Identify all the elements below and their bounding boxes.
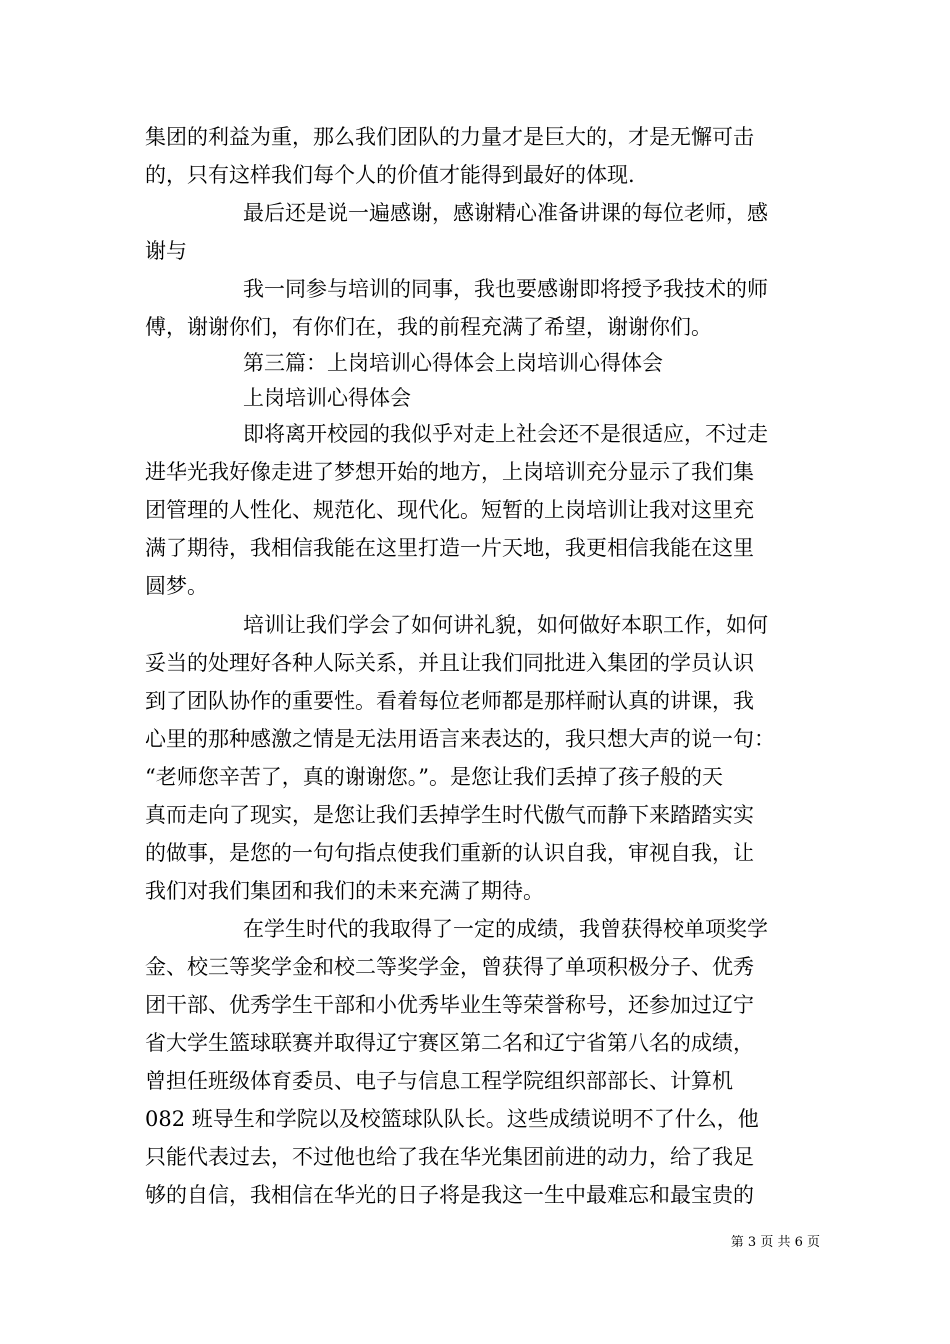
- text-line-19: 真而走向了现实，是您让我们丢掉学生时代傲气而静下来踏踏实实: [145, 803, 754, 827]
- text-line-16: 到了团队协作的重要性。看着每位老师都是那样耐认真的讲课，我: [145, 689, 754, 713]
- text-line-24: 团干部、优秀学生干部和小优秀毕业生等荣誉称号，还参加过辽宁: [145, 993, 754, 1017]
- text-line-25: 省大学生篮球联赛并取得辽宁赛区第二名和辽宁省第八名的成绩，: [145, 1031, 754, 1055]
- section-heading: 第三篇：上岗培训心得体会上岗培训心得体会: [243, 351, 663, 375]
- text-line-12: 满了期待，我相信我能在这里打造一片天地，我更相信我能在这里: [145, 536, 754, 560]
- text-line-26: 曾担任班级体育委员、电子与信息工程学院组织部部长、计算机: [145, 1069, 733, 1093]
- text-line-6: 傅，谢谢你们，有你们在，我的前程充满了希望，谢谢你们。: [145, 315, 712, 339]
- text-line-27: 082 班导生和学院以及校篮球队队长。这些成绩说明不了什么，他: [145, 1107, 759, 1131]
- text-line-4: 谢与: [145, 239, 187, 263]
- text-line-20: 的做事，是您的一句句指点使我们重新的认识自我，审视自我，让: [145, 841, 754, 865]
- text-line-13: 圆梦。: [145, 574, 208, 598]
- text-line-18: “老师您辛苦了，真的谢谢您。”。是您让我们丢掉了孩子般的天: [145, 765, 723, 789]
- text-line-28: 只能代表过去，不过他也给了我在华光集团前进的动力，给了我足: [145, 1145, 754, 1169]
- text-line-22: 在学生时代的我取得了一定的成绩，我曾获得校单项奖学: [243, 917, 768, 941]
- text-line-14: 培训让我们学会了如何讲礼貌，如何做好本职工作，如何: [243, 613, 768, 637]
- text-line-23: 金、校三等奖学金和校二等奖学金，曾获得了单项积极分子、优秀: [145, 955, 754, 979]
- text-line-3: 最后还是说一遍感谢，感谢精心准备讲课的每位老师，感: [243, 201, 768, 225]
- text-line-10: 进华光我好像走进了梦想开始的地方，上岗培训充分显示了我们集: [145, 460, 754, 484]
- page-number-footer: 第 3 页 共 6 页: [730, 1235, 820, 1250]
- text-line-1: 集团的利益为重，那么我们团队的力量才是巨大的，才是无懈可击: [145, 125, 754, 149]
- section-subheading: 上岗培训心得体会: [243, 386, 411, 410]
- text-line-15: 妥当的处理好各种人际关系，并且让我们同批进入集团的学员认识: [145, 651, 754, 675]
- text-line-2: 的，只有这样我们每个人的价值才能得到最好的体现.: [145, 163, 635, 187]
- text-line-21: 我们对我们集团和我们的未来充满了期待。: [145, 879, 544, 903]
- text-line-5: 我一同参与培训的同事，我也要感谢即将授予我技术的师: [243, 277, 768, 301]
- text-line-17: 心里的那种感激之情是无法用语言来表达的，我只想大声的说一句：: [145, 727, 775, 751]
- text-line-11: 团管理的人性化、规范化、现代化。短暂的上岗培训让我对这里充: [145, 498, 754, 522]
- text-line-9: 即将离开校园的我似乎对走上社会还不是很适应，不过走: [243, 422, 768, 446]
- text-line-29: 够的自信，我相信在华光的日子将是我这一生中最难忘和最宝贵的: [145, 1183, 754, 1207]
